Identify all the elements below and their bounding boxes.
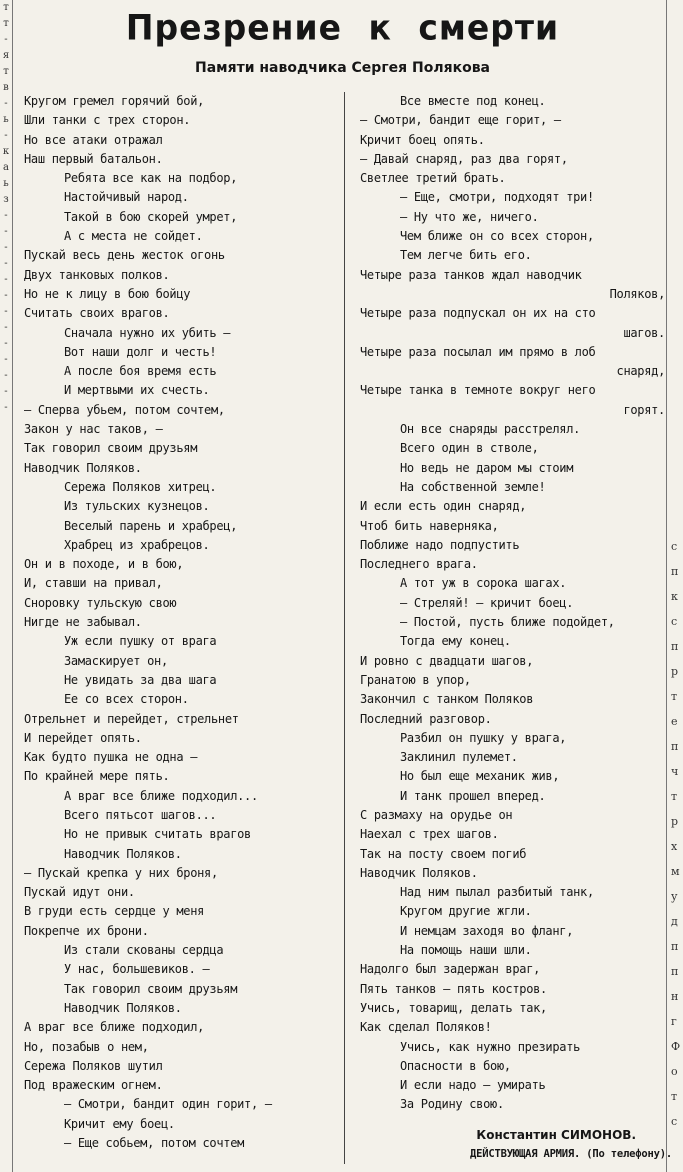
poem-line: Наехал с трех шагов. (360, 827, 499, 842)
clipped-margin-char: ь (3, 114, 9, 125)
poem-line: Из стали скованы сердца (64, 943, 224, 958)
poem-line: За Родину свою. (400, 1097, 504, 1112)
clipped-margin-char: т (671, 790, 678, 803)
poem-line: Шли танки с трех сторон. (24, 113, 191, 128)
poem-line: И немцам заходя во фланг, (400, 923, 574, 938)
poem-line: Сначала нужно их убить — (64, 325, 231, 340)
clipped-margin-char: - (4, 226, 8, 237)
clipped-margin-char: - (4, 354, 8, 365)
clipped-margin-char: в (3, 82, 9, 93)
poem-line: А враг все ближе подходил... (64, 788, 258, 803)
clipped-margin-char: - (4, 130, 8, 141)
poem-line: Ее со всех сторон. (64, 692, 189, 707)
author-signature: Константин СИМОНОВ. (476, 1128, 636, 1142)
poem-line: А после боя время есть (64, 364, 217, 379)
clipped-margin-char: - (4, 274, 8, 285)
poem-line: снаряд, (616, 364, 665, 379)
clipped-margin-char: я (2, 50, 10, 61)
clipped-margin-char: т (671, 1090, 678, 1103)
poem-line: Такой в бою скорей умрет, (64, 209, 238, 224)
clipped-margin-char: т (3, 66, 9, 77)
poem-line: Наводчик Поляков. (24, 460, 142, 475)
clipped-margin-char: ч (671, 765, 679, 778)
poem-line: Чтоб бить наверняка, (360, 518, 499, 533)
clipped-margin-char: с (671, 615, 678, 628)
clipped-margin-char: р (671, 665, 679, 678)
clipped-margin-char: - (4, 402, 8, 413)
poem-subtitle: Памяти наводчика Сергея Полякова (194, 60, 490, 76)
poem-line: Тогда ему конец. (400, 634, 511, 649)
clipped-margin-char: - (4, 338, 8, 349)
poem-line: Вот наши долг и честь! (64, 344, 217, 359)
poem-line: — Давай снаряд, раз два горят, (360, 151, 568, 166)
poem-line: Но все атаки отражал (24, 132, 163, 147)
poem-line: — Еще, смотри, подходят три! (400, 190, 594, 205)
poem-line: У нас, большевиков. — (64, 962, 210, 977)
poem-line: Тем легче бить его. (400, 248, 532, 263)
clipped-margin-char: т (671, 690, 678, 703)
poem-line: Настойчивый народ. (64, 190, 189, 205)
clipped-margin-char: ь (3, 178, 9, 189)
poem-line: Кричит ему боец. (64, 1116, 175, 1131)
poem-column-left (24, 92, 338, 1153)
poem-line: Но ведь не даром мы стоим (400, 460, 574, 475)
poem-line: Последнего врага. (360, 557, 478, 572)
clipped-margin-char: т (3, 2, 9, 13)
poem-line: Всего пятьсот шагов... (64, 807, 217, 822)
poem-line: Четыре раза танков ждал наводчик (360, 267, 582, 282)
poem-line: Но не к лицу в бою бойцу (24, 286, 191, 301)
clipped-margin-char: а (3, 162, 9, 173)
clipped-margin-char: - (4, 370, 8, 381)
poem-line: Из тульских кузнецов. (64, 499, 210, 514)
poem-line: Уж если пушку от врага (64, 634, 217, 649)
poem-line: И ровно с двадцати шагов, (360, 653, 534, 668)
poem-line: И мертвыми их счесть. (64, 383, 210, 398)
poem-line: В груди есть сердце у меня (24, 904, 205, 919)
poem-line: Кругом гремел горячий бой, (24, 94, 205, 108)
clipped-margin-char: - (4, 386, 8, 397)
poem-line: шагов. (623, 325, 665, 340)
poem-line: На собственной земле! (400, 479, 546, 494)
poem-line: горят. (623, 402, 665, 417)
poem-title: Презрение к смерти (125, 7, 560, 48)
poem-line: Чем ближе он со всех сторон, (400, 229, 594, 244)
clipped-margin-char: п (671, 640, 679, 653)
clipped-margin-char: г (671, 1015, 677, 1028)
clipped-margin-char: к (2, 146, 10, 157)
poem-line: Как будто пушка не одна — (24, 750, 198, 765)
clipped-margin-char: - (4, 322, 8, 333)
clipped-margin-char: у (671, 890, 678, 903)
poem-line: Пускай весь день жесток огонь (24, 248, 225, 263)
left-edge-clipped-column (0, 0, 13, 1172)
poem-line: Не увидать за два шага (64, 672, 217, 687)
dateline: ДЕЙСТВУЮЩАЯ АРМИЯ. (По телефону). (469, 1148, 672, 1160)
poem-line: А с места не сойдет. (64, 229, 203, 244)
poem-line: Сережа Поляков шутил (24, 1058, 163, 1073)
poem-line: И если есть один снаряд, (360, 499, 527, 514)
poem-line: Наводчик Поляков. (360, 865, 478, 880)
poem-line: Ребята все как на подбор, (64, 171, 238, 186)
poem-line: Наш первый батальон. (24, 151, 163, 166)
clipped-margin-char: п (671, 740, 679, 753)
clipped-margin-char: - (4, 210, 8, 221)
poem-line: — Постой, пусть ближе подойдет, (400, 615, 615, 630)
clipped-margin-char: - (4, 306, 8, 317)
poem-line: Он все снаряды расстрелял. (400, 422, 581, 437)
clipped-margin-char: з (3, 194, 9, 205)
clipped-margin-char: п (671, 565, 679, 578)
poem-line: Пускай идут они. (24, 885, 135, 900)
poem-line: Светлее третий брать. (360, 171, 506, 186)
poem-line: Закон у нас таков, — (24, 422, 163, 437)
poem-line: Четыре раза посылал им прямо в лоб (360, 344, 596, 359)
clipped-margin-char: о (671, 1065, 678, 1078)
poem-line: Так говорил своим друзьям (64, 981, 238, 996)
poem-line: Четыре раза подпускал он их на сто (360, 306, 596, 321)
poem-line: — Сперва убьем, потом сочтем, (24, 402, 225, 417)
poem-line: Сноровку тульскую свою (24, 595, 177, 610)
poem-line: — Пускай крепка у них броня, (24, 865, 218, 880)
poem-line: Нигде не забывал. (24, 615, 142, 630)
poem-line: Храбрец из храбрецов. (64, 537, 210, 552)
poem-line: Гранатою в упор, (360, 672, 471, 687)
clipped-margin-char: х (671, 840, 678, 853)
poem-line: И танк прошел вперед. (400, 788, 546, 803)
poem-line: Наводчик Поляков. (64, 846, 182, 861)
poem-line: Так на посту своем погиб (360, 846, 527, 861)
clipped-margin-char: Ф (671, 1040, 681, 1053)
clipped-margin-char: с (671, 540, 678, 553)
poem-line: Заклинил пулемет. (400, 750, 518, 765)
poem-line: На помощь наши шли. (400, 943, 532, 958)
clipped-margin-char: н (671, 990, 679, 1003)
poem-line: Последний разговор. (360, 711, 492, 726)
poem-line: Надолго был задержан враг, (360, 962, 541, 977)
poem-line: — Смотри, бандит один горит, — (64, 1097, 272, 1112)
poem-line: Четыре танка в темноте вокруг него (360, 383, 596, 398)
poem-line: Разбил он пушку у врага, (400, 730, 567, 745)
poem-line: — Смотри, бандит еще горит, — (360, 113, 561, 128)
poem-column-right (360, 92, 665, 1115)
poem-line: Закончил с танком Поляков (360, 692, 534, 707)
poem-line: Учись, как нужно презирать (400, 1039, 581, 1054)
clipped-margin-char: п (671, 940, 679, 953)
poem-line: А враг все ближе подходил, (24, 1020, 205, 1035)
poem-line: Под вражеским огнем. (24, 1078, 163, 1093)
poem-line: Двух танковых полков. (24, 267, 170, 282)
poem-line: Но, позабыв о нем, (24, 1039, 149, 1054)
column-divider (344, 92, 345, 1164)
poem-line: Поближе надо подпустить (360, 537, 520, 552)
poem-line: Считать своих врагов. (24, 306, 170, 321)
poem-line: Но был еще механик жив, (400, 769, 560, 784)
poem-line: А тот уж в сорока шагах. (400, 576, 567, 591)
clipped-margin-char: - (4, 242, 8, 253)
clipped-margin-char: м (671, 865, 680, 878)
poem-line: Он и в походе, и в бою, (24, 557, 184, 572)
clipped-margin-char: д (671, 915, 678, 928)
poem-line: Все вместе под конец. (400, 94, 546, 108)
poem-line: Наводчик Поляков. (64, 1000, 182, 1015)
poem-line: Кругом другие жгли. (400, 904, 532, 919)
poem-line: И если надо — умирать (400, 1078, 546, 1093)
poem-line: Сережа Поляков хитрец. (64, 479, 217, 494)
clipped-margin-char: - (4, 290, 8, 301)
clipped-margin-char: к (671, 590, 678, 603)
poem-line: Замаскирует он, (64, 653, 168, 668)
poem-line: Пять танков — пять костров. (360, 981, 547, 996)
poem-line: Учись, товарищ, делать так, (360, 1000, 547, 1015)
clipped-margin-char: р (671, 815, 679, 828)
poem-line: Как сделал Поляков! (360, 1020, 492, 1035)
poem-line: Отрельнет и перейдет, стрельнет (24, 711, 239, 726)
poem-line: Над ним пылал разбитый танк, (400, 885, 594, 900)
poem-line: По крайней мере пять. (24, 769, 170, 784)
poem-line: Опасности в бою, (400, 1058, 511, 1073)
clipped-margin-char: п (671, 965, 679, 978)
poem-line: Веселый парень и храбрец, (64, 518, 238, 533)
poem-line: Кричит боец опять. (360, 132, 485, 147)
poem-line: С размаху на орудье он (360, 807, 513, 822)
poem-line: Покрепче их брони. (24, 923, 149, 938)
poem-line: — Стреляй! — кричит боец. (400, 595, 574, 610)
poem-line: И перейдет опять. (24, 730, 142, 745)
clipped-margin-char: т (3, 18, 9, 29)
poem-line: — Еще собьем, потом сочтем (64, 1136, 245, 1151)
poem-line: И, ставши на привал, (24, 576, 163, 591)
poem-line: — Ну что же, ничего. (400, 209, 539, 224)
clipped-margin-char: - (4, 34, 8, 45)
poem-line: Поляков, (609, 286, 665, 301)
poem-line: Но не привык считать врагов (64, 827, 251, 842)
clipped-margin-char: с (671, 1115, 678, 1128)
poem-line: Так говорил своим друзьям (24, 441, 198, 456)
clipped-margin-char: - (4, 258, 8, 269)
right-edge-clipped-column (666, 0, 683, 1172)
poem-line: Всего один в стволе, (400, 441, 539, 456)
clipped-margin-char: е (671, 715, 678, 728)
clipped-margin-char: - (4, 98, 8, 109)
